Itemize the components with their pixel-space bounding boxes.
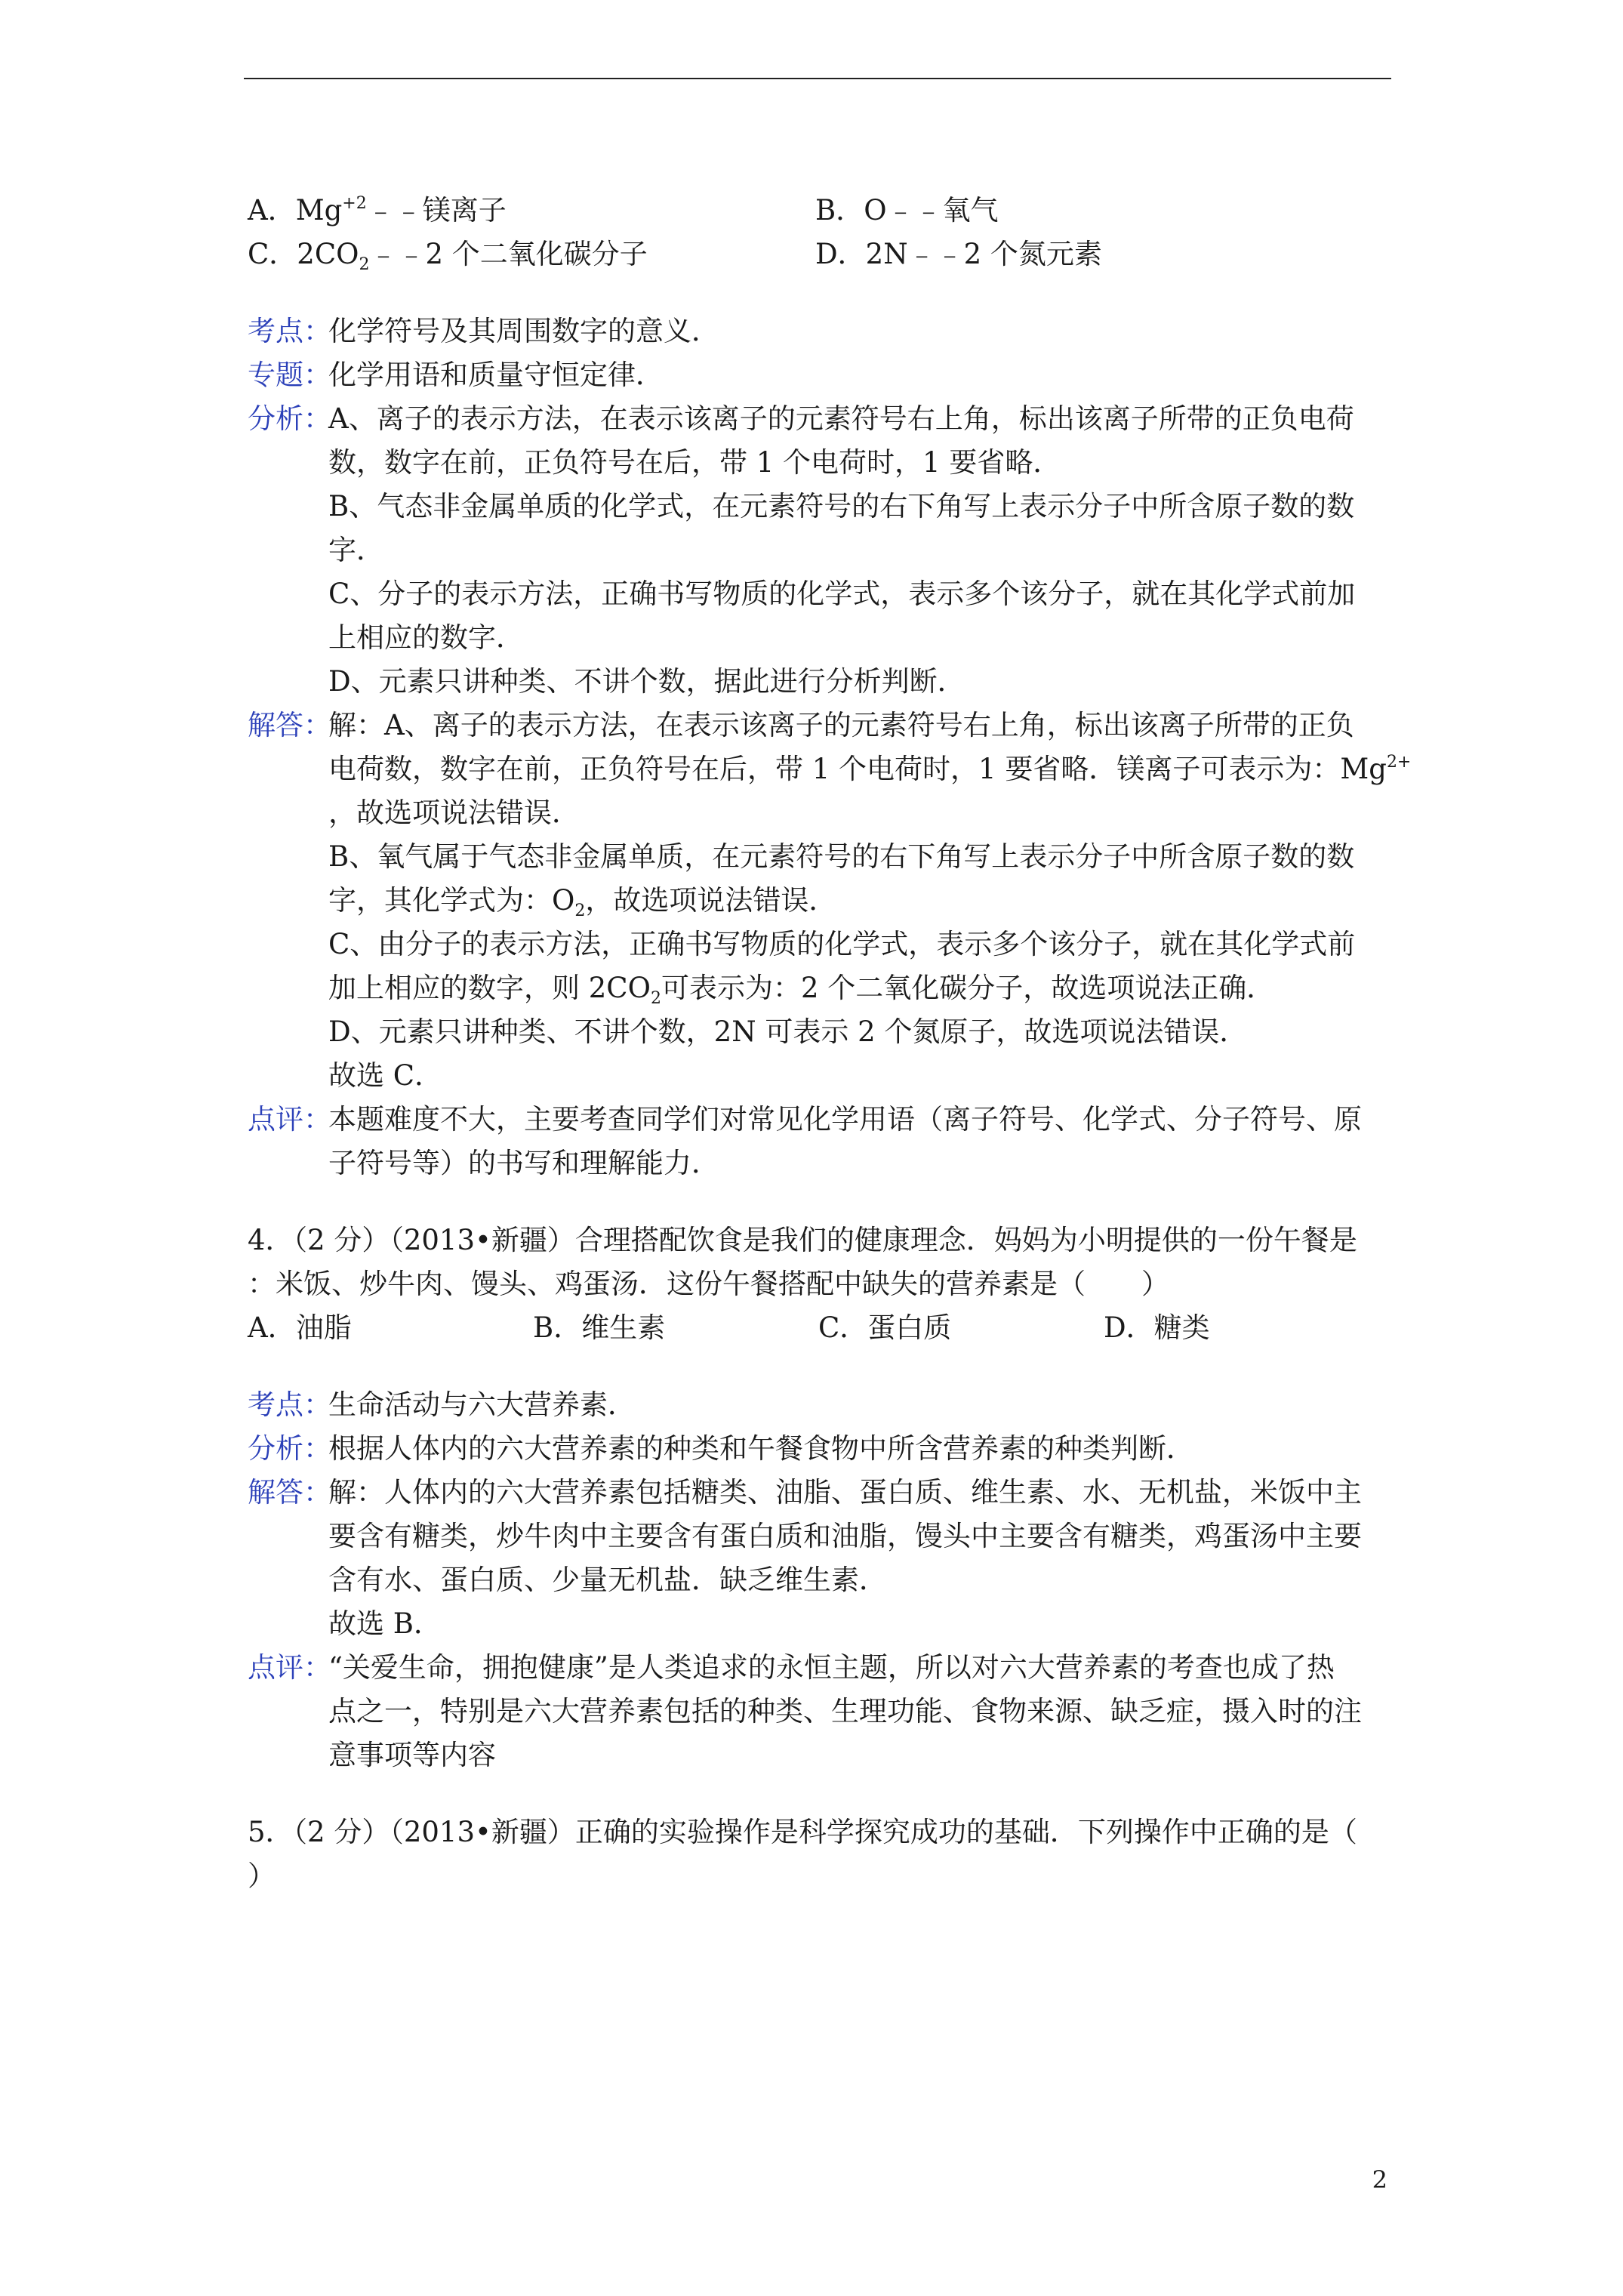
q3-option-a: A．$Mg^{+2}﹣﹣$镁离子 [248, 194, 507, 227]
dianping-label: 点评： [248, 1651, 331, 1684]
q3-jieda: 解答：解：A、离子的表示方法，在表示该离子的元素符号右上角，标出该离子所带的正负 电荷数，数字在前，正负符号在后，带 1 个电荷时，1 要省略．镁离子可表示为：$Mg^{2+}$ ，故选项说法错误． B、氧气属于气态非金属单质，在元素符号的右下角写上表示分子中所含原子数的数 字，其化学式为：$O_2$，故选项说法错误． C、由分子的表示方法，正确书写物质的化学式，表示多个该分子，就在其化学式前 加上相应的数字，则 $2CO_2$可表示为：2 个二氧化碳分子，故选项说法正确． D、元素只讲种类、不讲个数，2N 可表示 2 个氮原子，故选项说法错误． 故选 C． [248, 704, 1395, 1098]
q3-option-d: D．2N﹣﹣2 个氮元素 [815, 238, 1102, 270]
q3-zhuanti: 专题：化学用语和质量守恒定律． [248, 353, 1395, 397]
q4-fenxi: 分析：根据人体内的六大营养素的种类和午餐食物中所含营养素的种类判断． [248, 1427, 1395, 1471]
kaodian-label: 考点： [248, 315, 331, 347]
q3-dianping: 点评：本题难度不大，主要考查同学们对常见化学用语（离子符号、化学式、分子符号、原 子符号等）的书写和理解能力． [248, 1098, 1395, 1185]
q4-dianping: 点评：“关爱生命，拥抱健康”是人类追求的永恒主题，所以对六大营养素的考查也成了热 点之一，特别是六大营养素包括的种类、生理功能、食物来源、缺乏症，摄入时的注 意事项等内容 [248, 1646, 1395, 1777]
q4-option-a: A．油脂 [248, 1311, 352, 1344]
q4-options [248, 1306, 1395, 1350]
q3-options-row-1 [248, 189, 1395, 233]
dianping-label: 点评： [248, 1103, 331, 1136]
q4-kaodian: 考点：生命活动与六大营养素． [248, 1383, 1395, 1427]
q3-fenxi: 分析：A、离子的表示方法，在表示该离子的元素符号右上角，标出该离子所带的正负电荷 数，数字在前，正负符号在后，带 1 个电荷时，1 要省略． B、气态非金属单质的化学式，在元素符号的右下角写上表示分子中所含原子数的数 字． C、分子的表示方法，正确书写物质的化学式，表示多个该分子，就在其化学式前加 上相应的数字． D、元素只讲种类、不讲个数，据此进行分析判断． [248, 397, 1395, 704]
q3-kaodian: 考点：化学符号及其周围数字的意义． [248, 310, 1395, 353]
q3-option-b: B．O﹣﹣氧气 [815, 194, 999, 227]
page-number: 2 [1372, 2165, 1387, 2194]
q4-stem: 4．（2 分）（2013•新疆）合理搭配饮食是我们的健康理念．妈妈为小明提供的一份午餐是 ：米饭、炒牛肉、馒头、鸡蛋汤．这份午餐搭配中缺失的营养素是（ ） [248, 1224, 1357, 1300]
q4-option-d: D．糖类 [1104, 1311, 1210, 1344]
q4-jieda: 解答：解：人体内的六大营养素包括糖类、油脂、蛋白质、维生素、水、无机盐，米饭中主 要含有糖类，炒牛肉中主要含有蛋白质和油脂，馒头中主要含有糖类，鸡蛋汤中主要 含有水、蛋白质、少量无机盐．缺乏维生素． 故选 B． [248, 1471, 1395, 1646]
q4-option-c: C．蛋白质 [818, 1311, 952, 1344]
q5-stem: 5．（2 分）（2013•新疆）正确的实验操作是科学探究成功的基础．下列操作中正确的是（ ） [248, 1816, 1357, 1892]
fenxi-label: 分析： [248, 402, 331, 435]
kaodian-label: 考点： [248, 1388, 331, 1421]
q4-option-b: B．维生素 [533, 1311, 666, 1344]
fenxi-label: 分析： [248, 1432, 331, 1465]
jieda-label: 解答： [248, 709, 331, 741]
document-body [248, 189, 1412, 1898]
q3-options-row-2 [248, 233, 1395, 276]
jieda-label: 解答： [248, 1476, 331, 1509]
zhuanti-label: 专题： [248, 359, 331, 391]
header-rule [244, 78, 1391, 79]
q3-option-c: C．$2CO_2﹣﹣2$ 个二氧化碳分子 [248, 238, 648, 274]
